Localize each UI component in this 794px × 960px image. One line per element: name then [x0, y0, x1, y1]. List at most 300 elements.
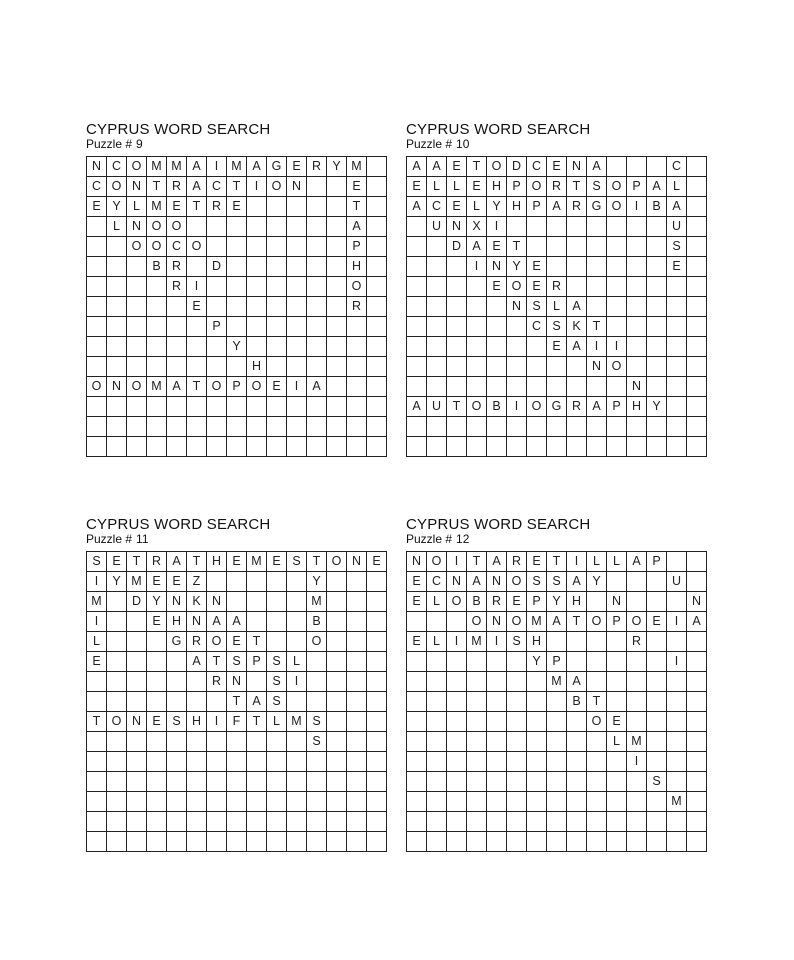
- grid-cell: Y: [327, 157, 347, 177]
- grid-cell: U: [427, 397, 447, 417]
- grid-cell: [647, 417, 667, 437]
- grid-cell: [167, 652, 187, 672]
- grid-cell: A: [247, 157, 267, 177]
- grid-cell: A: [647, 177, 667, 197]
- grid-cell: T: [227, 177, 247, 197]
- grid-cell: [187, 832, 207, 852]
- grid-cell: [527, 672, 547, 692]
- grid-cell: [127, 337, 147, 357]
- grid-cell: [107, 812, 127, 832]
- grid-cell: [327, 257, 347, 277]
- grid-cell: [667, 752, 687, 772]
- grid-cell: [107, 612, 127, 632]
- grid-cell: [247, 812, 267, 832]
- grid-cell: N: [87, 157, 107, 177]
- grid-cell: E: [267, 377, 287, 397]
- grid-cell: [307, 692, 327, 712]
- grid-cell: [87, 297, 107, 317]
- grid-cell: B: [307, 612, 327, 632]
- grid-cell: H: [527, 632, 547, 652]
- grid-cell: [167, 297, 187, 317]
- grid-cell: [367, 197, 387, 217]
- grid-cell: [107, 317, 127, 337]
- grid-cell: I: [627, 197, 647, 217]
- grid-cell: E: [147, 712, 167, 732]
- grid-cell: [287, 752, 307, 772]
- grid-cell: [227, 832, 247, 852]
- grid-cell: [267, 397, 287, 417]
- grid-cell: [327, 277, 347, 297]
- grid-cell: [627, 237, 647, 257]
- grid-cell: [307, 197, 327, 217]
- grid-cell: [467, 772, 487, 792]
- grid-cell: [467, 712, 487, 732]
- grid-cell: [327, 772, 347, 792]
- grid-cell: [107, 277, 127, 297]
- grid-cell: [567, 357, 587, 377]
- grid-cell: [207, 752, 227, 772]
- grid-cell: T: [567, 612, 587, 632]
- grid-cell: C: [667, 157, 687, 177]
- grid-cell: [587, 792, 607, 812]
- grid-cell: [227, 397, 247, 417]
- grid-cell: [307, 317, 327, 337]
- grid-cell: [427, 792, 447, 812]
- grid-cell: A: [427, 157, 447, 177]
- grid-cell: [647, 297, 667, 317]
- grid-cell: M: [547, 672, 567, 692]
- grid-cell: [147, 792, 167, 812]
- grid-cell: [267, 832, 287, 852]
- grid-cell: P: [627, 177, 647, 197]
- grid-cell: O: [107, 712, 127, 732]
- grid-cell: P: [527, 592, 547, 612]
- grid-cell: P: [227, 377, 247, 397]
- grid-cell: D: [207, 257, 227, 277]
- grid-cell: S: [227, 652, 247, 672]
- grid-cell: [547, 237, 567, 257]
- grid-cell: L: [427, 592, 447, 612]
- grid-cell: O: [607, 197, 627, 217]
- grid-cell: [227, 417, 247, 437]
- grid-cell: [627, 792, 647, 812]
- grid-cell: [207, 357, 227, 377]
- grid-cell: [527, 732, 547, 752]
- grid-cell: Y: [647, 397, 667, 417]
- grid-cell: Z: [187, 572, 207, 592]
- grid-cell: [627, 297, 647, 317]
- grid-cell: H: [487, 177, 507, 197]
- grid-cell: [547, 357, 567, 377]
- grid-cell: [667, 377, 687, 397]
- grid-cell: [127, 297, 147, 317]
- grid-cell: [127, 277, 147, 297]
- grid-cell: O: [587, 612, 607, 632]
- grid-cell: C: [527, 317, 547, 337]
- grid-cell: [527, 337, 547, 357]
- grid-cell: [87, 417, 107, 437]
- grid-cell: [347, 317, 367, 337]
- grid-cell: I: [187, 277, 207, 297]
- grid-cell: [347, 632, 367, 652]
- grid-cell: [147, 397, 167, 417]
- grid-cell: O: [347, 277, 367, 297]
- grid-cell: [567, 377, 587, 397]
- grid-cell: E: [527, 552, 547, 572]
- grid-cell: [107, 397, 127, 417]
- grid-cell: [87, 397, 107, 417]
- grid-cell: [267, 592, 287, 612]
- grid-cell: E: [447, 157, 467, 177]
- grid-cell: A: [407, 157, 427, 177]
- grid-cell: R: [167, 277, 187, 297]
- grid-cell: [247, 772, 267, 792]
- grid-cell: R: [207, 197, 227, 217]
- grid-cell: N: [687, 592, 707, 612]
- grid-cell: [167, 732, 187, 752]
- grid-cell: [327, 632, 347, 652]
- grid-cell: [607, 752, 627, 772]
- grid-cell: [527, 417, 547, 437]
- grid-cell: L: [267, 712, 287, 732]
- grid-cell: [587, 752, 607, 772]
- grid-cell: I: [607, 337, 627, 357]
- grid-cell: T: [187, 552, 207, 572]
- grid-cell: [247, 792, 267, 812]
- grid-cell: E: [107, 552, 127, 572]
- grid-cell: [407, 712, 427, 732]
- grid-cell: [227, 297, 247, 317]
- grid-cell: [127, 437, 147, 457]
- grid-cell: [647, 652, 667, 672]
- grid-cell: [447, 672, 467, 692]
- grid-cell: [407, 257, 427, 277]
- grid-cell: O: [607, 177, 627, 197]
- grid-cell: N: [167, 592, 187, 612]
- grid-cell: [287, 692, 307, 712]
- grid-cell: R: [547, 177, 567, 197]
- grid-cell: [527, 772, 547, 792]
- grid-cell: [607, 652, 627, 672]
- grid-cell: [307, 357, 327, 377]
- grid-cell: [367, 812, 387, 832]
- grid-cell: E: [607, 712, 627, 732]
- grid-cell: [567, 732, 587, 752]
- grid-cell: S: [307, 732, 327, 752]
- grid-cell: [447, 277, 467, 297]
- grid-cell: [267, 572, 287, 592]
- grid-cell: [687, 417, 707, 437]
- grid-cell: [687, 237, 707, 257]
- grid-cell: [367, 377, 387, 397]
- grid-cell: [187, 792, 207, 812]
- grid-cell: [687, 672, 707, 692]
- grid-cell: A: [567, 337, 587, 357]
- grid-cell: [327, 672, 347, 692]
- puzzle-11: [86, 517, 387, 852]
- grid-cell: [587, 652, 607, 672]
- grid-cell: [207, 572, 227, 592]
- grid-cell: S: [267, 652, 287, 672]
- grid-cell: L: [87, 632, 107, 652]
- grid-cell: [267, 772, 287, 792]
- grid-cell: [487, 377, 507, 397]
- grid-cell: E: [527, 257, 547, 277]
- grid-cell: [167, 397, 187, 417]
- grid-cell: [207, 337, 227, 357]
- grid-cell: [547, 377, 567, 397]
- grid-cell: [347, 752, 367, 772]
- letter-grid: [86, 551, 387, 852]
- grid-cell: E: [147, 612, 167, 632]
- grid-cell: [507, 812, 527, 832]
- grid-cell: [347, 772, 367, 792]
- grid-cell: R: [487, 592, 507, 612]
- grid-cell: A: [567, 572, 587, 592]
- grid-cell: N: [207, 592, 227, 612]
- grid-cell: [687, 772, 707, 792]
- grid-cell: [427, 277, 447, 297]
- grid-cell: K: [567, 317, 587, 337]
- grid-cell: [267, 417, 287, 437]
- grid-cell: A: [227, 612, 247, 632]
- grid-cell: [227, 792, 247, 812]
- grid-cell: [367, 437, 387, 457]
- grid-cell: O: [467, 612, 487, 632]
- grid-cell: T: [467, 157, 487, 177]
- grid-cell: [627, 417, 647, 437]
- grid-cell: [107, 652, 127, 672]
- grid-cell: [347, 672, 367, 692]
- grid-cell: [487, 417, 507, 437]
- grid-cell: [687, 357, 707, 377]
- grid-cell: [267, 317, 287, 337]
- grid-cell: [587, 437, 607, 457]
- grid-cell: E: [87, 197, 107, 217]
- grid-cell: [127, 357, 147, 377]
- grid-cell: H: [567, 592, 587, 612]
- grid-cell: [147, 297, 167, 317]
- puzzle-title: CYPRUS WORD SEARCH: [406, 121, 591, 138]
- grid-cell: [667, 832, 687, 852]
- grid-cell: [427, 732, 447, 752]
- grid-cell: [287, 357, 307, 377]
- grid-cell: R: [567, 197, 587, 217]
- grid-cell: Y: [107, 197, 127, 217]
- grid-cell: [467, 832, 487, 852]
- grid-cell: [167, 772, 187, 792]
- grid-cell: [267, 752, 287, 772]
- grid-cell: [547, 732, 567, 752]
- grid-cell: [147, 672, 167, 692]
- grid-cell: M: [127, 572, 147, 592]
- grid-cell: [607, 692, 627, 712]
- grid-cell: [247, 592, 267, 612]
- letter-grid: [406, 156, 707, 457]
- grid-cell: [627, 357, 647, 377]
- grid-cell: [687, 692, 707, 712]
- grid-cell: [227, 752, 247, 772]
- grid-cell: [187, 357, 207, 377]
- grid-cell: [427, 672, 447, 692]
- grid-cell: [227, 317, 247, 337]
- grid-cell: T: [247, 712, 267, 732]
- grid-cell: [587, 257, 607, 277]
- grid-cell: [567, 712, 587, 732]
- grid-cell: [487, 732, 507, 752]
- grid-cell: [187, 752, 207, 772]
- grid-cell: [267, 237, 287, 257]
- grid-cell: [107, 632, 127, 652]
- grid-cell: [367, 832, 387, 852]
- grid-cell: [647, 377, 667, 397]
- grid-cell: S: [587, 177, 607, 197]
- grid-cell: P: [507, 177, 527, 197]
- grid-cell: [447, 257, 467, 277]
- grid-cell: [287, 792, 307, 812]
- grid-cell: T: [447, 397, 467, 417]
- grid-cell: [227, 592, 247, 612]
- grid-cell: [147, 632, 167, 652]
- grid-cell: [487, 672, 507, 692]
- grid-cell: [487, 752, 507, 772]
- grid-cell: [267, 632, 287, 652]
- grid-cell: [587, 812, 607, 832]
- grid-cell: Y: [227, 337, 247, 357]
- grid-cell: [107, 692, 127, 712]
- grid-cell: U: [427, 217, 447, 237]
- grid-cell: [227, 257, 247, 277]
- grid-cell: [147, 337, 167, 357]
- grid-cell: [127, 317, 147, 337]
- grid-cell: [367, 592, 387, 612]
- grid-cell: [627, 317, 647, 337]
- grid-cell: [167, 417, 187, 437]
- grid-cell: N: [447, 217, 467, 237]
- grid-cell: C: [207, 177, 227, 197]
- puzzle-title: CYPRUS WORD SEARCH: [86, 121, 271, 138]
- grid-cell: [207, 217, 227, 237]
- grid-cell: [127, 732, 147, 752]
- grid-cell: [487, 712, 507, 732]
- grid-cell: [87, 277, 107, 297]
- grid-cell: [427, 832, 447, 852]
- grid-cell: [287, 632, 307, 652]
- grid-cell: [567, 417, 587, 437]
- grid-cell: [287, 317, 307, 337]
- grid-cell: [687, 337, 707, 357]
- grid-cell: [467, 437, 487, 457]
- grid-cell: M: [147, 377, 167, 397]
- grid-cell: [667, 417, 687, 437]
- grid-cell: [427, 812, 447, 832]
- grid-cell: M: [87, 592, 107, 612]
- grid-cell: [167, 317, 187, 337]
- grid-cell: [447, 712, 467, 732]
- grid-cell: [147, 317, 167, 337]
- grid-cell: G: [267, 157, 287, 177]
- grid-cell: [367, 337, 387, 357]
- grid-cell: [107, 792, 127, 812]
- grid-cell: [327, 297, 347, 317]
- grid-cell: [647, 317, 667, 337]
- letter-grid: [406, 551, 707, 852]
- grid-cell: [247, 417, 267, 437]
- grid-cell: [307, 832, 327, 852]
- grid-cell: [467, 752, 487, 772]
- grid-cell: [347, 732, 367, 752]
- grid-cell: [407, 832, 427, 852]
- grid-cell: [687, 712, 707, 732]
- grid-cell: E: [167, 197, 187, 217]
- grid-cell: H: [347, 257, 367, 277]
- grid-cell: [367, 277, 387, 297]
- grid-cell: P: [607, 397, 627, 417]
- grid-cell: S: [507, 632, 527, 652]
- grid-cell: [167, 357, 187, 377]
- grid-cell: [687, 652, 707, 672]
- grid-cell: [267, 277, 287, 297]
- grid-cell: E: [227, 632, 247, 652]
- grid-cell: [207, 417, 227, 437]
- grid-cell: [447, 792, 467, 812]
- grid-cell: P: [527, 197, 547, 217]
- grid-cell: [147, 692, 167, 712]
- puzzle-number-line: [86, 138, 387, 151]
- grid-cell: [347, 792, 367, 812]
- grid-cell: [427, 297, 447, 317]
- grid-cell: [587, 772, 607, 792]
- grid-cell: [327, 572, 347, 592]
- grid-cell: E: [407, 592, 427, 612]
- grid-cell: [427, 652, 447, 672]
- grid-cell: [87, 217, 107, 237]
- grid-cell: [347, 377, 367, 397]
- grid-cell: [687, 437, 707, 457]
- grid-cell: A: [487, 552, 507, 572]
- grid-cell: S: [167, 712, 187, 732]
- grid-cell: L: [427, 177, 447, 197]
- grid-cell: A: [167, 552, 187, 572]
- grid-cell: I: [207, 712, 227, 732]
- grid-cell: A: [667, 197, 687, 217]
- grid-cell: [467, 812, 487, 832]
- grid-cell: [247, 572, 267, 592]
- grid-cell: [427, 692, 447, 712]
- grid-cell: [647, 257, 667, 277]
- grid-cell: M: [667, 792, 687, 812]
- grid-cell: [467, 417, 487, 437]
- grid-cell: O: [327, 552, 347, 572]
- grid-cell: X: [467, 217, 487, 237]
- grid-cell: O: [527, 397, 547, 417]
- grid-cell: [527, 812, 547, 832]
- grid-cell: C: [427, 572, 447, 592]
- grid-cell: I: [487, 217, 507, 237]
- grid-cell: M: [227, 157, 247, 177]
- grid-cell: [287, 772, 307, 792]
- grid-cell: N: [127, 177, 147, 197]
- grid-cell: [147, 652, 167, 672]
- grid-cell: [687, 377, 707, 397]
- grid-cell: M: [167, 157, 187, 177]
- grid-cell: T: [247, 632, 267, 652]
- grid-cell: P: [247, 652, 267, 672]
- grid-cell: I: [467, 257, 487, 277]
- grid-cell: U: [667, 217, 687, 237]
- grid-cell: [207, 832, 227, 852]
- grid-cell: [127, 672, 147, 692]
